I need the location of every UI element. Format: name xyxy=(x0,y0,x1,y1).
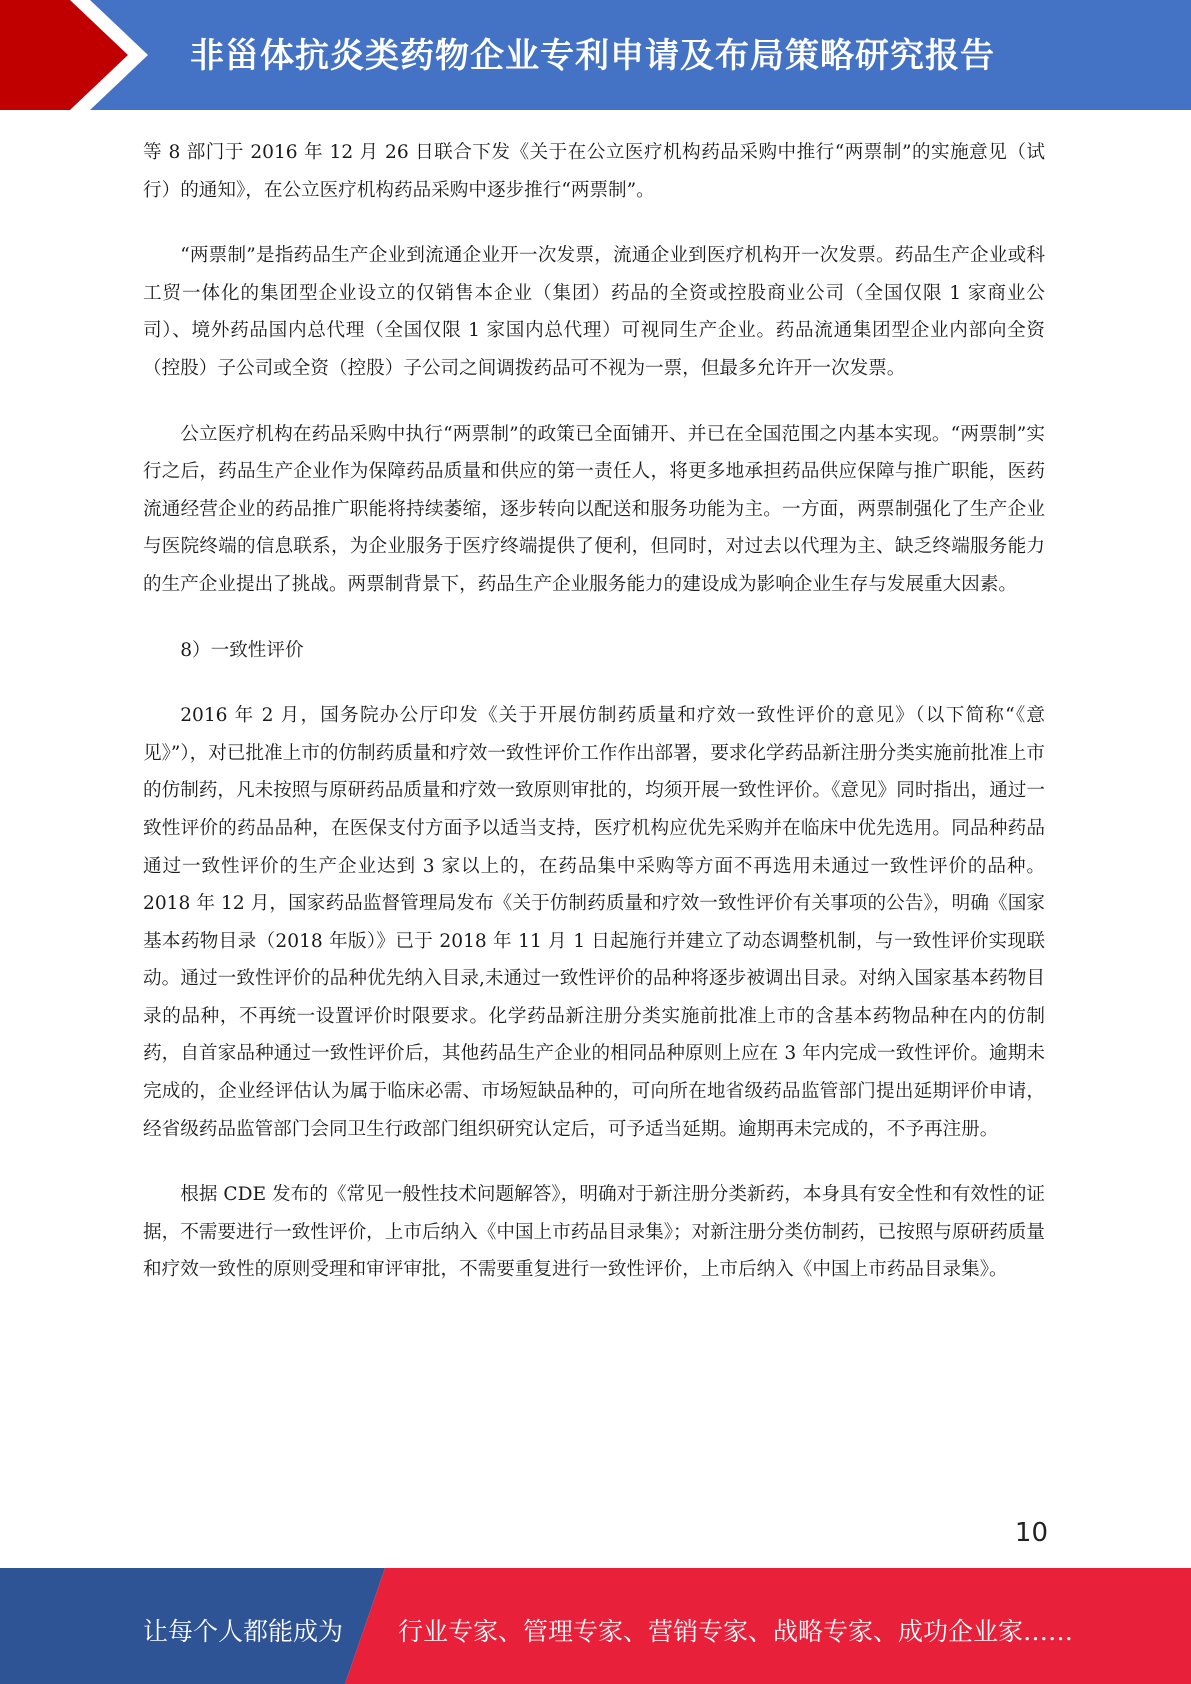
paragraph-1: 等 8 部门于 2016 年 12 月 26 日联合下发《关于在公立医疗机构药品采购中推行“两票制”的实施意见（试行）的通知》，在公立医疗机构药品采购中逐步推行“两票制”。 xyxy=(143,142,1045,201)
page-header xyxy=(0,0,1191,110)
page-number: 10 xyxy=(1014,1518,1048,1548)
document-body xyxy=(143,134,1045,1317)
paragraph-3: 公立医疗机构在药品采购中执行“两票制”的政策已全面铺开、并已在全国范围之内基本实现。“两票制”实行之后，药品生产企业作为保障药品质量和供应的第一责任人，将更多地承担药品供应保障与推广职能，医药流通经营企业的药品推广职能将持续萎缩，逐步转向以配送和服务功能为主。一方面，两票制强化了生产企业与医院终端的信息联系，为企业服务于医疗终端提供了便利，但同时，对过去以代理为主、缺乏终端服务能力的生产企业提出了挑战。两票制背景下，药品生产企业服务能力的建设成为影响企业生存与发展重大因素。 xyxy=(143,423,1045,595)
report-title: 非甾体抗炎类药物企业专利申请及布局策略研究报告 xyxy=(190,36,995,76)
footer-slogan-left: 让每个人都能成为 xyxy=(143,1617,344,1646)
paragraph-2: “两票制”是指药品生产企业到流通企业开一次发票，流通企业到医疗机构开一次发票。药品生产企业或科工贸一体化的集团型企业设立的仅销售本企业（集团）药品的全资或控股商业公司（全国仅限 1 家商业公司）、境外药品国内总代理（全国仅限 1 家国内总代理）可视同生产企业。药品流通集团型企业内部向全资（控股）子公司或全资（控股）子公司之间调拨药品可不视为一票，但最多允许开一次发票。 xyxy=(143,245,1045,379)
paragraph-4: 2016 年 2 月，国务院办公厅印发《关于开展仿制药质量和疗效一致性评价的意见》（以下简称“《意见》”），对已批准上市的仿制药质量和疗效一致性评价工作作出部署，要求化学药品新注册分类实施前批准上市的仿制药，凡未按照与原研药品质量和疗效一致原则审批的，均须开展一致性评价。《意见》同时指出，通过一致性评价的药品品种，在医保支付方面予以适当支持，医疗机构应优先采购并在临床中优先选用。同品种药品通过一致性评价的生产企业达到 3 家以上的，在药品集中采购等方面不再选用未通过一致性评价的品种。2018 年 12 月，国家药品监督管理局发布《关于仿制药质量和疗效一致性评价有关事项的公告》，明确《国家基本药物目录（2018 年版）》已于 2018 年 11 月 1 日起施行并建立了动态调整机制，与一致性评价实现联动。通过一致性评价的品种优先纳入目录,未通过一致性评价的品种将逐步被调出目录。对纳入国家基本药物目录的品种，不再统一设置评价时限要求。化学药品新注册分类实施前批准上市的含基本药物品种在内的仿制药，自首家品种通过一致性评价后，其他药品生产企业的相同品种原则上应在 3 年内完成一致性评价。逾期未完成的，企业经评估认为属于临床必需、市场短缺品种的，可向所在地省级药品监管部门提出延期评价申请，经省级药品监管部门会同卫生行政部门组织研究认定后，可予适当延期。逾期再未完成的，不予再注册。 xyxy=(143,705,1046,1140)
footer-slogan-right: 行业专家、管理专家、营销专家、战略专家、成功企业家…… xyxy=(398,1617,1074,1646)
section-heading: 8）一致性评价 xyxy=(180,639,304,661)
page-footer xyxy=(0,1568,1191,1684)
paragraph-5: 根据 CDE 发布的《常见一般性技术问题解答》，明确对于新注册分类新药，本身具有安全性和有效性的证据，不需要进行一致性评价，上市后纳入《中国上市药品目录集》；对新注册分类仿制药，已按照与原研药质量和疗效一致性的原则受理和审评审批，不需要重复进行一致性评价，上市后纳入《中国上市药品目录集》。 xyxy=(143,1184,1045,1281)
